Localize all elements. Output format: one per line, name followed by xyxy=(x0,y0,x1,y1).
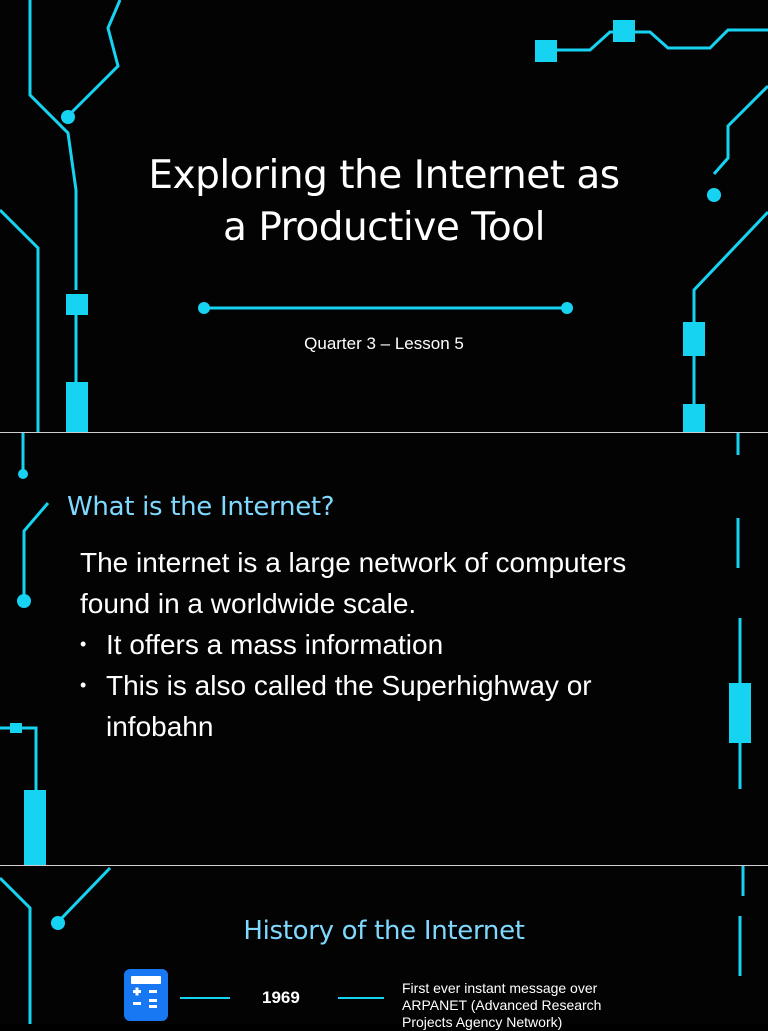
slide-subtitle: Quarter 3 – Lesson 5 xyxy=(304,334,464,353)
slide-title xyxy=(0,0,768,432)
title-line-2: a Productive Tool xyxy=(223,205,545,250)
title-line-1: Exploring the Internet as xyxy=(148,153,620,198)
timeline-year: 1969 xyxy=(262,988,300,1007)
internet-bullets xyxy=(80,624,680,747)
section-heading: What is the Internet? xyxy=(67,492,335,522)
internet-definition: The internet is a large network of computers found in a worldwide scale. xyxy=(80,547,627,619)
timeline-event: First ever instant message over ARPANET (Advanced Research Projects Agency Network) xyxy=(402,980,602,1030)
list-item: • This is also called the Superhighway or infobahn xyxy=(80,665,680,747)
calculator-icon xyxy=(123,968,169,1022)
timeline-connector xyxy=(180,997,230,999)
section-heading: History of the Internet xyxy=(243,916,525,946)
slide-title-text xyxy=(0,150,768,254)
timeline-item xyxy=(0,968,768,1030)
list-item: • It offers a mass information xyxy=(80,624,680,665)
timeline-connector xyxy=(338,997,384,999)
